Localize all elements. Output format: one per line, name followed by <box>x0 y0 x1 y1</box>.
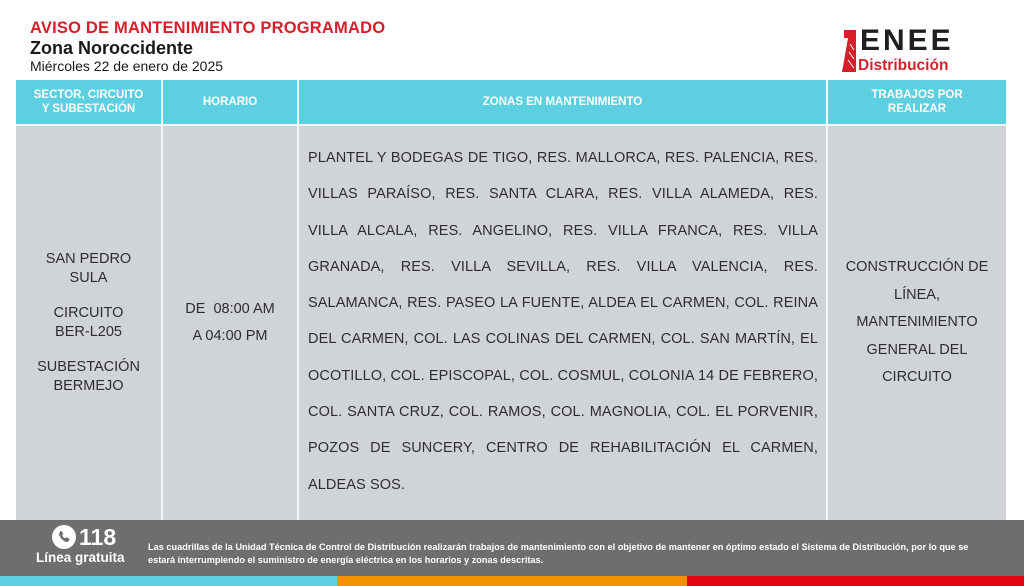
end-time: A 04:00 PM <box>192 328 268 344</box>
zone-name: Zona Noroccidente <box>30 38 194 58</box>
column-header-label: HORARIO <box>202 96 258 108</box>
column-header-zonas <box>299 80 826 124</box>
table-row-zonas-cell <box>299 126 826 520</box>
work-description: CONSTRUCCIÓN DE LÍNEA, MANTENIMIENTO GENERAL DEL CIRCUITO <box>845 259 989 386</box>
column-header-trabajos <box>828 80 1006 124</box>
enee-logo <box>842 24 992 76</box>
column-header-label: TRABAJOS POR REALIZAR <box>871 89 963 115</box>
start-time: DE 08:00 AM <box>185 301 275 317</box>
band-cyan <box>0 576 337 586</box>
column-header-label: ZONAS EN MANTENIMIENTO <box>482 96 643 108</box>
phone-icon <box>52 525 76 549</box>
affected-zones: PLANTEL Y BODEGAS DE TIGO, RES. MALLORCA, RES. PALENCIA, RES. VILLAS PARAÍSO, RES. SANTA CLARA, RES. VILLA ALAMEDA, RES. VILLA ALCALA, RES. ANGELINO, RES. VILLA FRANCA, RES. VILLA GRANADA, RES. VILLA SEVILLA, RES. VILLA VALENCIA, RES. SALAMANCA, RES. PASEO LA FUENTE, ALDEA EL CARMEN, COL. REINA DEL CARMEN, COL. LAS COLINAS DEL CARMEN, COL. SAN MARTÍN, EL OCOTILLO, COL. EPISCOPAL, COL. COSMUL, COLONIA 14 DE FEBRERO, COL. SANTA CRUZ, COL. RAMOS, COL. MAGNOLIA, COL. EL PORVENIR, POZOS DE SUNCERY, CENTRO DE REHABILITACIÓN EL CARMEN, ALDEAS SOS. <box>308 150 818 493</box>
column-header-label: SECTOR, CIRCUITO Y SUBESTACIÓN <box>33 89 144 115</box>
logo-subtitle: Distribución <box>858 57 949 74</box>
maintenance-table <box>16 80 1006 520</box>
brand-color-bands <box>0 576 1024 586</box>
table-row-sector-cell <box>16 126 161 520</box>
sector-name: SAN PEDRO SULA <box>45 251 132 286</box>
column-header-sector <box>16 80 161 124</box>
table-row-horario-cell <box>163 126 297 520</box>
notice-header <box>0 0 1024 80</box>
footer <box>0 520 1024 576</box>
column-header-horario <box>163 80 297 124</box>
band-red <box>687 576 1024 586</box>
notice-title: AVISO DE MANTENIMIENTO PROGRAMADO <box>30 19 386 37</box>
hotline <box>52 524 136 550</box>
substation-name: SUBESTACIÓN BERMEJO <box>37 359 140 394</box>
logo-brand: ENEE <box>860 24 954 57</box>
enee-tower-icon <box>842 30 856 72</box>
hotline-label: Línea gratuita <box>36 550 125 565</box>
circuit-name: CIRCUITO BER-L205 <box>53 305 124 340</box>
notice-date: Miércoles 22 de enero de 2025 <box>30 58 224 74</box>
phone-number: 118 <box>79 524 117 550</box>
table-row-trabajos-cell <box>828 126 1006 520</box>
band-orange <box>337 576 687 586</box>
footer-notice: Las cuadrillas de la Unidad Técnica de Control de Distribución realizarán trabajos de mantenimiento con el objetivo de mantener en óptimo estado el Sistema de Distribución, por lo que se estará interrumpiendo el suministro de energía eléctrica en los horarios y zonas descritas. <box>148 542 969 565</box>
